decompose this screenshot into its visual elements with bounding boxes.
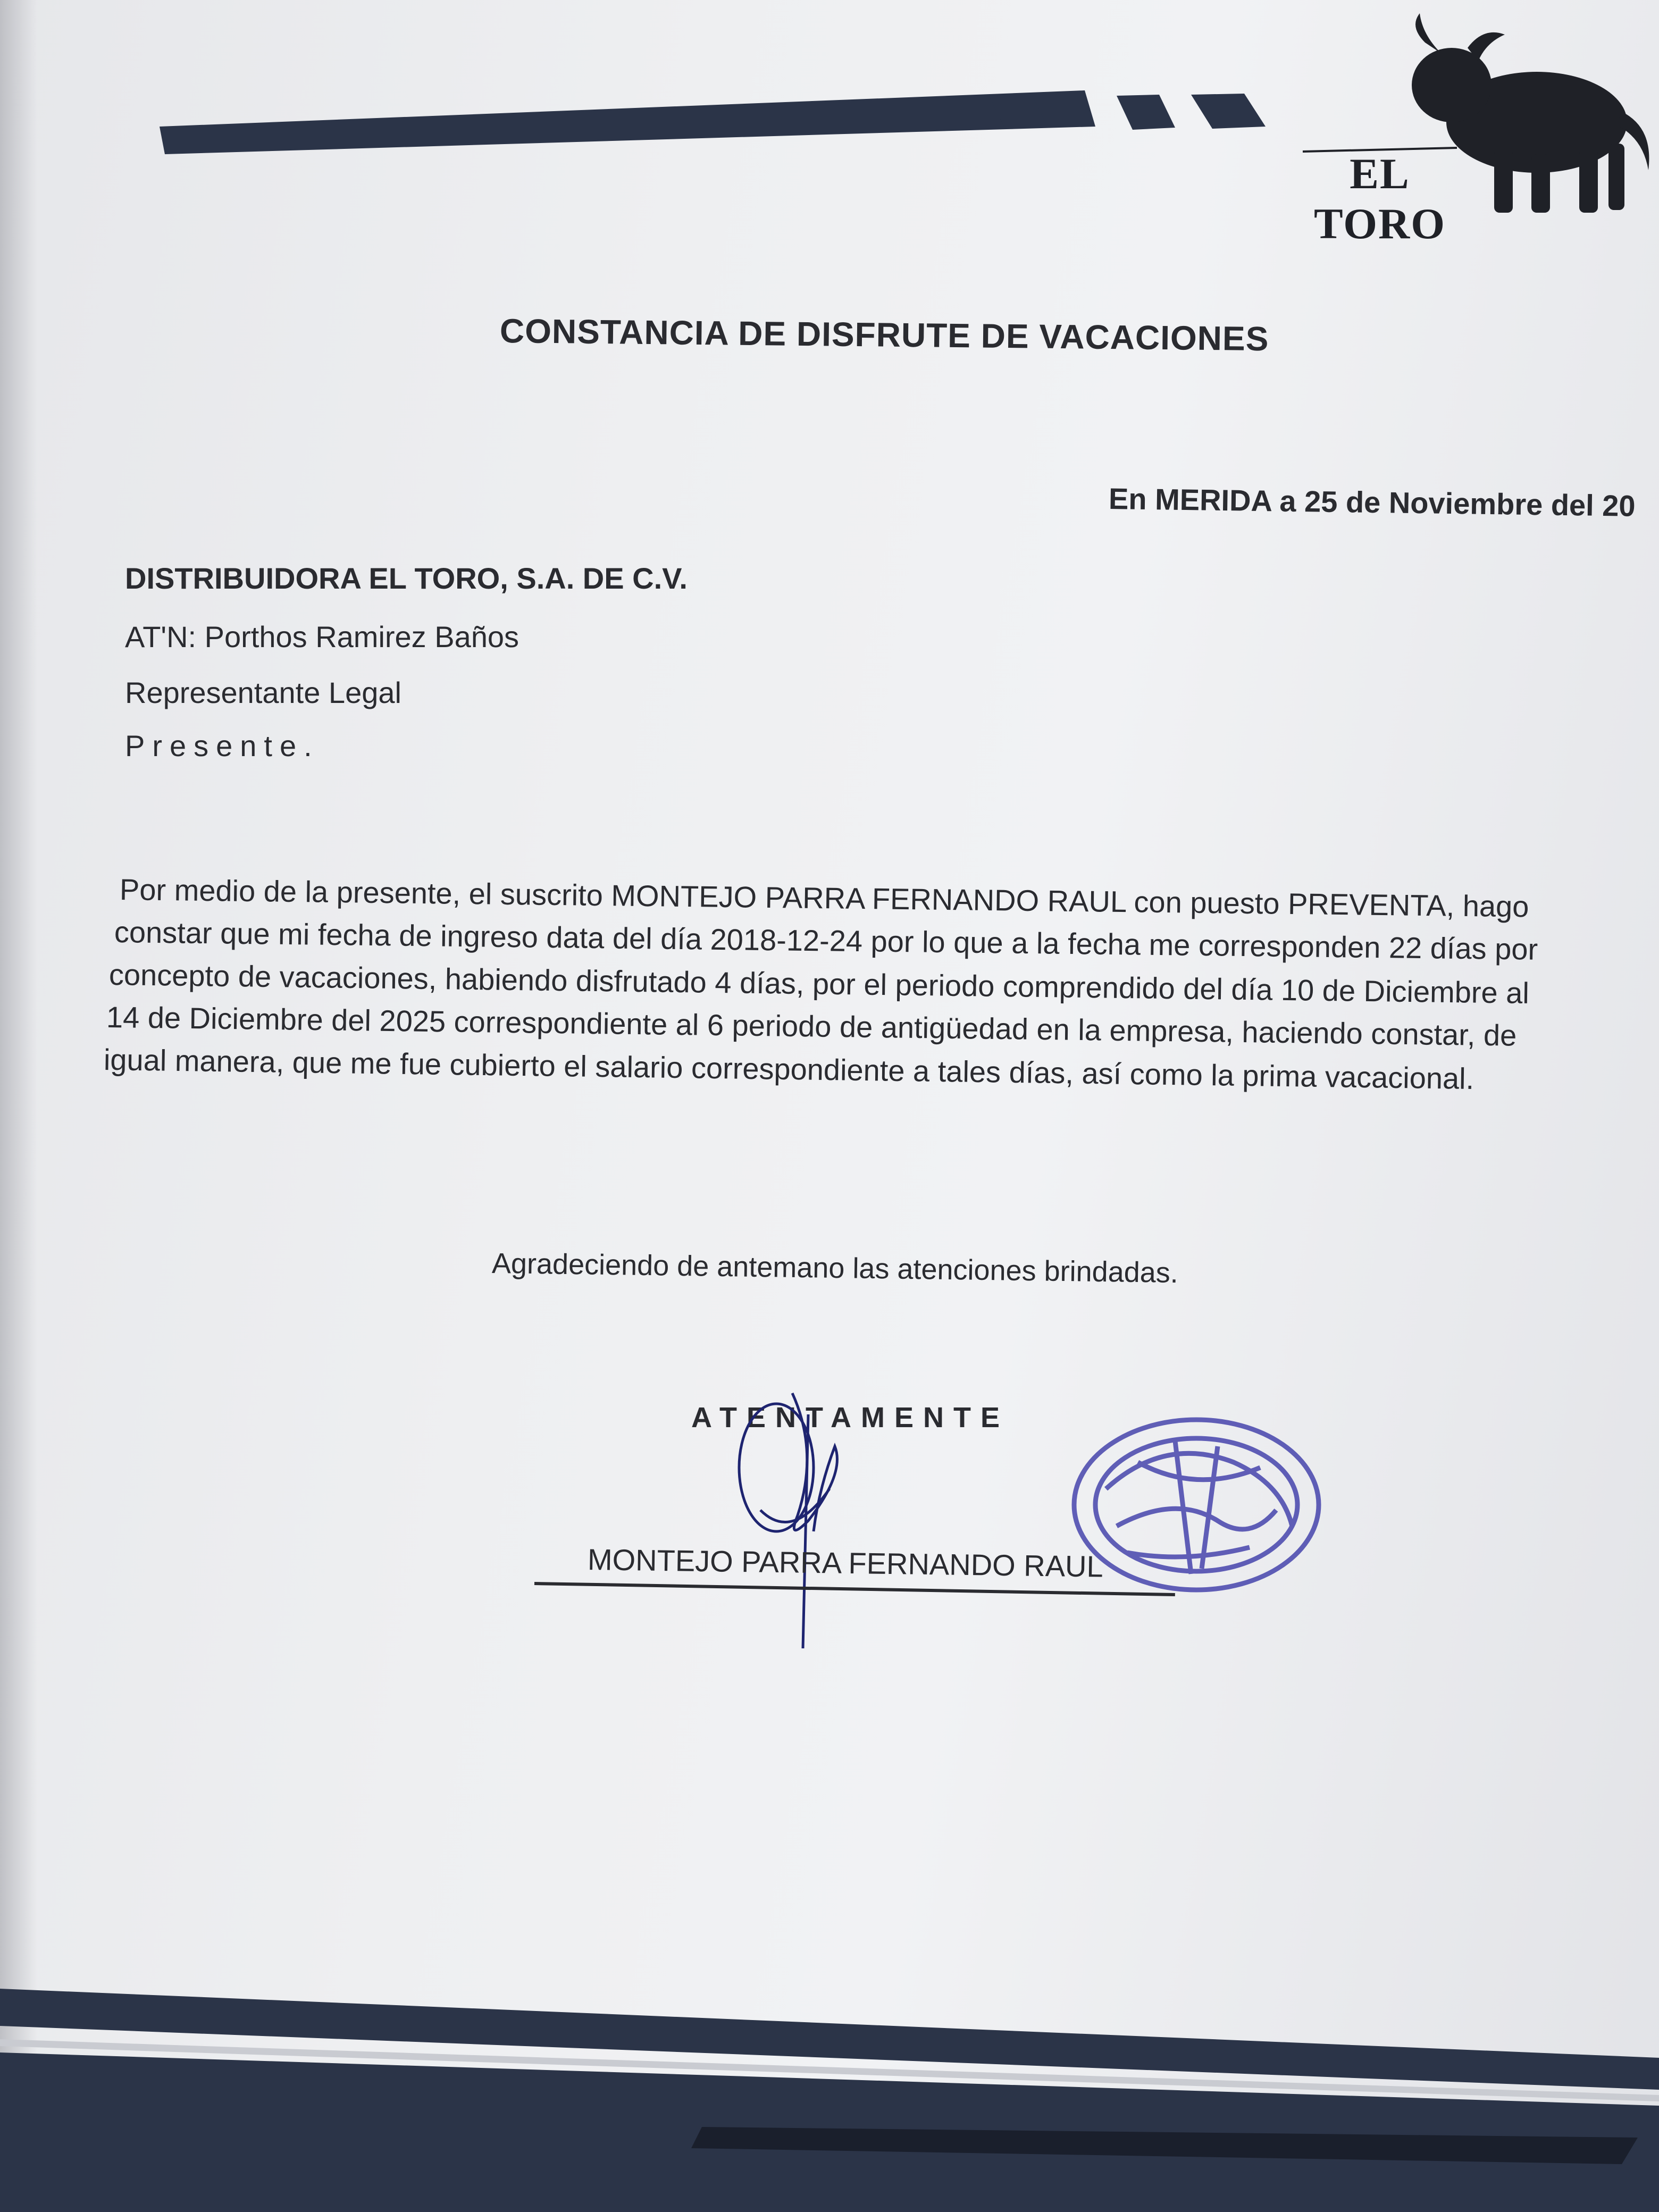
addressee-attn: AT'N: Porthos Ramirez Baños <box>125 620 520 653</box>
body-line: igual manera, que me fue cubierto el salario correspondiente a tales días, así como la prima vacacional. <box>103 1043 1474 1095</box>
body-line: Por medio de la presente, el suscrito MONTEJO PARRA FERNANDO RAUL con puesto PREVENTA, hago <box>119 873 1529 924</box>
place-date: En MERIDA a 25 de Noviembre del 20 <box>1108 482 1636 523</box>
body-line: concepto de vacaciones, habiendo disfrutado 4 días, por el periodo comprendido del día 10 de Diciembre al <box>108 958 1530 1010</box>
body-line: 14 de Diciembre del 2025 correspondiente al 6 periodo de antigüedad en la empresa, haciendo constar, de <box>106 1000 1517 1052</box>
closing-line: Agradeciendo de antemano las atenciones brindadas. <box>491 1247 1179 1289</box>
footer-band <box>0 1989 1659 2212</box>
header-band-segments <box>1111 90 1281 138</box>
body-line: constar que mi fecha de ingreso data del día 2018-12-24 por lo que a la fecha me corresponden 22 días por <box>114 915 1538 966</box>
paper-edge-shadow <box>0 0 37 2212</box>
handwritten-signature <box>728 1382 867 1648</box>
signer-name: MONTEJO PARRA FERNANDO RAUL <box>587 1543 1104 1583</box>
addressee-role: Representante Legal <box>125 676 401 709</box>
sign-off: ATENTAMENTE <box>691 1402 1009 1434</box>
addressee-presente: Presente. <box>125 729 320 763</box>
logo-wordmark: EL TORO <box>1314 149 1446 248</box>
header-band <box>160 80 1106 154</box>
addressee-company: DISTRIBUIDORA EL TORO, S.A. DE C.V. <box>125 562 688 595</box>
document-title: CONSTANCIA DE DISFRUTE DE VACACIONES <box>499 312 1269 358</box>
